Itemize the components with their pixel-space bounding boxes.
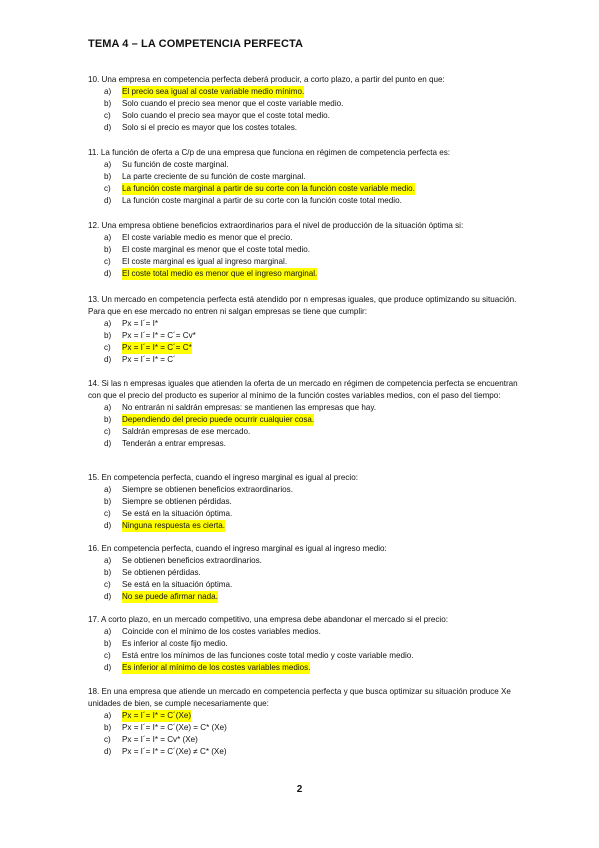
answer-option (88, 122, 518, 134)
option-text: La función coste marginal a partir de su corte con la función coste total medio. (122, 195, 402, 205)
answer-option (88, 402, 518, 414)
option-label: c) (104, 650, 111, 660)
answer-option (88, 256, 518, 268)
option-text-highlighted: No se puede afirmar nada. (122, 591, 218, 601)
question-block (88, 294, 518, 365)
option-text: Siempre se obtienen pérdidas. (122, 496, 232, 506)
option-label: c) (104, 508, 111, 518)
option-text: Px = I´= I* = C´ (122, 354, 176, 364)
option-label: b) (104, 244, 112, 254)
answer-option (88, 268, 518, 280)
answer-option (88, 438, 518, 450)
option-text: Se obtienen pérdidas. (122, 567, 201, 577)
option-label: c) (104, 426, 111, 436)
answer-option (88, 232, 518, 244)
option-text: El coste marginal es igual al ingreso marginal. (122, 256, 288, 266)
answer-option (88, 171, 518, 183)
answer-option (88, 414, 518, 426)
option-label: a) (104, 159, 112, 169)
answer-option (88, 183, 518, 195)
option-label: d) (104, 438, 112, 448)
answer-option (88, 591, 518, 603)
option-label: b) (104, 496, 112, 506)
answer-option (88, 86, 518, 98)
option-text: Px = I´= I* = Cv* (Xe) (122, 734, 198, 744)
question-stem: 15. En competencia perfecta, cuando el ingreso marginal es igual al precio: (88, 473, 358, 482)
option-label: a) (104, 232, 112, 242)
option-text: La parte creciente de su función de coste marginal. (122, 171, 306, 181)
option-text-highlighted: La función coste marginal a partir de su corte con la función coste variable medio. (122, 183, 415, 193)
option-text: Siempre se obtienen beneficios extraordinarios. (122, 484, 293, 494)
question-block (88, 472, 518, 532)
page-number: 2 (296, 784, 303, 795)
question-stem: 10. Una empresa en competencia perfecta deberá producir, a corto plazo, a partir del punto en que: (88, 75, 445, 84)
option-text: Su función de coste marginal. (122, 159, 229, 169)
option-label: b) (104, 330, 112, 340)
option-label: c) (104, 734, 111, 744)
option-text-highlighted: Ninguna respuesta es cierta. (122, 520, 226, 530)
option-label: b) (104, 722, 112, 732)
question-stem: 11. La función de oferta a C/p de una empresa que funciona en régimen de competencia perfecta es: (88, 148, 451, 157)
question-block (88, 378, 518, 449)
question-stem: 12. Una empresa obtiene beneficios extraordinarios para el nivel de producción de la situación óptima si: (88, 221, 464, 230)
option-label: a) (104, 710, 112, 720)
question-block (88, 147, 518, 207)
option-text: Tenderán a entrar empresas. (122, 438, 226, 448)
option-label: b) (104, 567, 112, 577)
option-label: d) (104, 662, 112, 672)
answer-option (88, 662, 518, 674)
option-text: Px = I´= I* = C´(Xe) = C* (Xe) (122, 722, 227, 732)
answer-option (88, 579, 518, 591)
question-stem: 18. En una empresa que atiende un mercado en competencia perfecta y que busca optimizar su situación produce Xe unidades de bien, se cumple necesariamente que: (88, 687, 511, 708)
option-label: d) (104, 268, 112, 278)
answer-option (88, 746, 518, 758)
question-stem: 14. Si las n empresas iguales que atienden la oferta de un mercado en régimen de competencia perfecta se encuentran con que el precio del producto es superior al mínimo de la función costes variables medios, con el paso del tiempo: (88, 379, 518, 400)
option-text: Coincide con el mínimo de los costes variables medios. (122, 626, 321, 636)
option-label: a) (104, 484, 112, 494)
option-text: Se está en la situación óptima. (122, 508, 233, 518)
answer-option (88, 626, 518, 638)
option-text: Se obtienen beneficios extraordinarios. (122, 555, 262, 565)
option-text: Px = I´= I* = C´(Xe) ≠ C* (Xe) (122, 746, 227, 756)
question-block (88, 543, 518, 603)
answer-option (88, 98, 518, 110)
option-text: Solo cuando el precio sea mayor que el coste total medio. (122, 110, 330, 120)
option-text-highlighted: Px = I´= I* = C´= C* (122, 342, 192, 352)
option-text: Está entre los mínimos de las funciones coste total medio y coste variable medio. (122, 650, 414, 660)
option-text-highlighted: Dependiendo del precio puede ocurrir cualquier cosa. (122, 414, 315, 424)
answer-option (88, 710, 518, 722)
answer-option (88, 555, 518, 567)
answer-option (88, 195, 518, 207)
question-stem: 16. En competencia perfecta, cuando el ingreso marginal es igual al ingreso medio: (88, 544, 387, 553)
option-text: Px = I´= I* = C´= Cv* (122, 330, 196, 340)
option-text: Es inferior al coste fijo medio. (122, 638, 228, 648)
option-label: b) (104, 171, 112, 181)
option-label: b) (104, 638, 112, 648)
option-text: El coste marginal es menor que el coste total medio. (122, 244, 311, 254)
option-label: c) (104, 183, 111, 193)
question-block (88, 614, 518, 674)
option-text: Saldrán empresas de ese mercado. (122, 426, 251, 436)
option-text: No entrarán ni saldrán empresas: se mantienen las empresas que hay. (122, 402, 377, 412)
question-block (88, 74, 518, 134)
option-text: Se está en la situación óptima. (122, 579, 233, 589)
option-text: Solo si el precio es mayor que los costes totales. (122, 122, 297, 132)
option-label: a) (104, 86, 112, 96)
option-label: a) (104, 402, 112, 412)
answer-option (88, 110, 518, 122)
question-block (88, 686, 518, 757)
option-text-highlighted: El precio sea igual al coste variable medio mínimo. (122, 86, 305, 96)
answer-option (88, 244, 518, 256)
answer-option (88, 330, 518, 342)
answer-option (88, 650, 518, 662)
option-text: El coste variable medio es menor que el precio. (122, 232, 293, 242)
answer-option (88, 484, 518, 496)
option-label: b) (104, 414, 112, 424)
option-label: d) (104, 354, 112, 364)
option-label: a) (104, 318, 112, 328)
option-label: c) (104, 579, 111, 589)
option-text-highlighted: Px = I´= I* = C´(Xe) (122, 710, 192, 720)
option-label: c) (104, 110, 111, 120)
option-text: Solo cuando el precio sea menor que el coste variable medio. (122, 98, 344, 108)
option-label: a) (104, 626, 112, 636)
option-label: d) (104, 195, 112, 205)
option-label: a) (104, 555, 112, 565)
answer-option (88, 567, 518, 579)
option-label: c) (104, 256, 111, 266)
answer-option (88, 159, 518, 171)
question-stem: 13. Un mercado en competencia perfecta está atendido por n empresas iguales, que produce optimizando su situación. Para que en ese mercado no entren ni salgan empresas se tiene que cumplir: (88, 295, 517, 316)
answer-option (88, 496, 518, 508)
answer-option (88, 734, 518, 746)
answer-option (88, 426, 518, 438)
option-label: b) (104, 98, 112, 108)
option-text: Px = I´= I* (122, 318, 158, 328)
option-label: d) (104, 520, 112, 530)
option-label: d) (104, 122, 112, 132)
question-stem: 17. A corto plazo, en un mercado competitivo, una empresa debe abandonar el mercado si el precio: (88, 615, 448, 624)
option-label: d) (104, 591, 112, 601)
option-text-highlighted: Es inferior al mínimo de los costes variables medios. (122, 662, 311, 672)
option-label: d) (104, 746, 112, 756)
answer-option (88, 342, 518, 354)
answer-option (88, 722, 518, 734)
answer-option (88, 638, 518, 650)
question-block (88, 220, 518, 280)
answer-option (88, 318, 518, 330)
option-text-highlighted: El coste total medio es menor que el ingreso marginal. (122, 268, 318, 278)
option-label: c) (104, 342, 111, 352)
answer-option (88, 508, 518, 520)
answer-option (88, 354, 518, 366)
answer-option (88, 520, 518, 532)
page-title: TEMA 4 – LA COMPETENCIA PERFECTA (88, 38, 304, 50)
